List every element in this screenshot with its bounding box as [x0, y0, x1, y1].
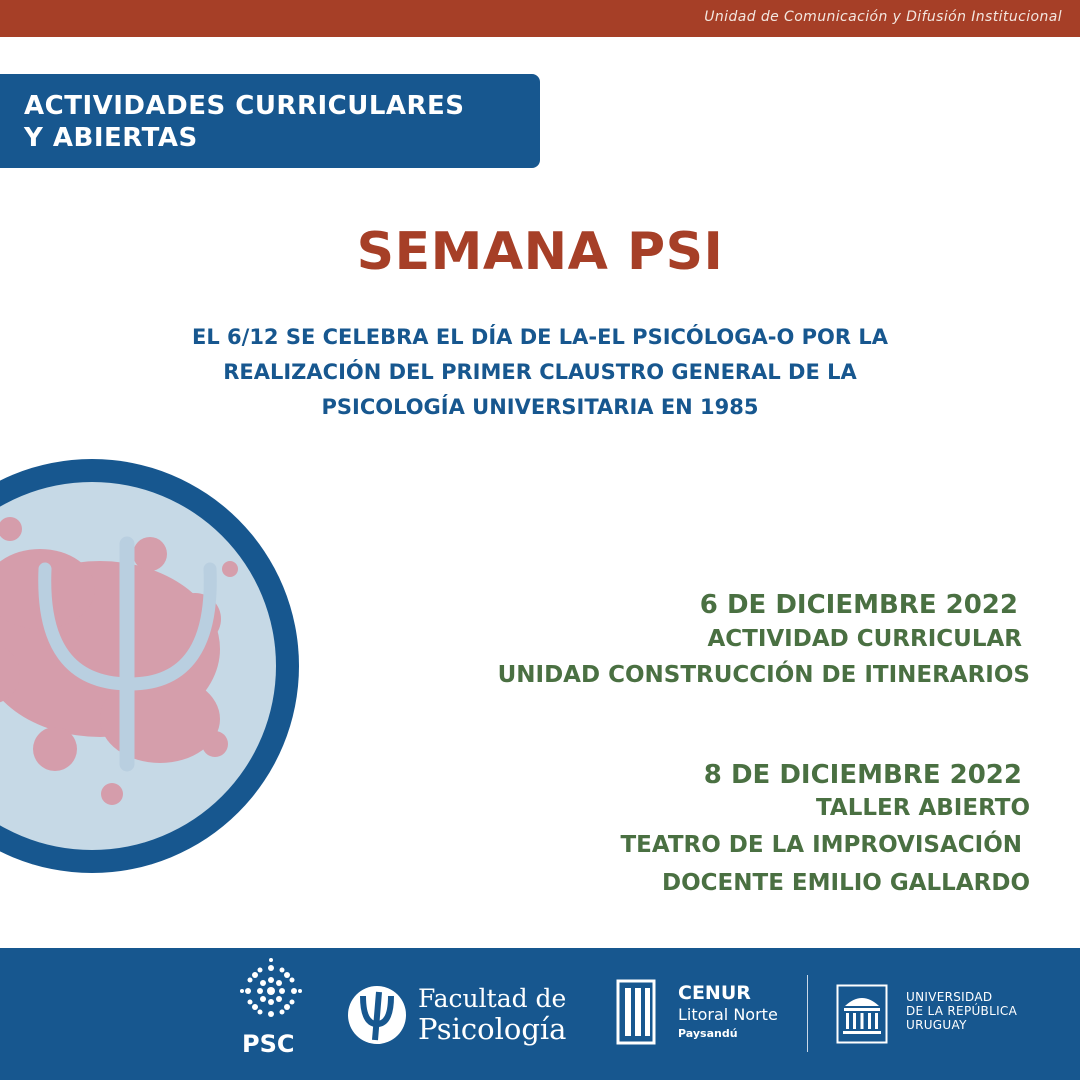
category-label-line-2: Y ABIERTAS [24, 123, 198, 153]
category-label-line-1: ACTIVIDADES CURRICULARES [24, 91, 465, 121]
institution-unit-text: Unidad de Comunicación y Difusión Institucional [704, 9, 1062, 25]
facultad-name [418, 984, 566, 1044]
event-2-line-3: DOCENTE EMILIO GALLARDO [662, 870, 1030, 896]
cenur-name-line-1: CENUR [678, 982, 751, 1004]
cenur-logo-icon [616, 979, 658, 1047]
facultad-logo-icon [346, 984, 408, 1046]
event-2-line-2: TEATRO DE LA IMPROVISACIÓN [620, 832, 1022, 858]
footer-divider [807, 975, 808, 1052]
psc-name: PSC [242, 1030, 295, 1058]
subtitle-line-1: EL 6/12 SE CELEBRA EL DÍA DE LA-EL PSICÓLOGA-O POR LA [192, 325, 888, 349]
udelar-name-line-1: UNIVERSIDAD [906, 990, 993, 1004]
facultad-name-line-1: Facultad de [418, 984, 567, 1013]
psi-symbol-icon [0, 459, 334, 873]
facultad-name-line-2: Psicología [418, 1012, 567, 1046]
event-1-date: 6 DE DICIEMBRE 2022 [699, 590, 1018, 620]
cenur-name-line-2: Litoral Norte [678, 1005, 778, 1024]
udelar-name-line-3: URUGUAY [906, 1018, 967, 1032]
udelar-logo-icon [836, 984, 888, 1044]
category-label [0, 74, 540, 168]
page-title: SEMANA PSI [356, 222, 724, 282]
cenur-name [678, 982, 778, 1042]
event-2-line-1: TALLER ABIERTO [816, 795, 1030, 821]
subtitle-line-2: REALIZACIÓN DEL PRIMER CLAUSTRO GENERAL DE LA [223, 360, 857, 384]
udelar-name [906, 990, 1017, 1032]
event-1-line-1: ACTIVIDAD CURRICULAR [707, 626, 1022, 652]
psc-logo-icon [238, 958, 304, 1024]
event-1-line-2: UNIDAD CONSTRUCCIÓN DE ITINERARIOS [497, 662, 1030, 688]
udelar-name-line-2: DE LA REPÚBLICA [906, 1004, 1018, 1018]
event-2-date: 8 DE DICIEMBRE 2022 [703, 760, 1022, 790]
cenur-name-line-3: Paysandú [678, 1027, 738, 1040]
top-bar [0, 0, 1080, 37]
subtitle [120, 320, 960, 425]
subtitle-line-3: PSICOLOGÍA UNIVERSITARIA EN 1985 [321, 395, 759, 419]
